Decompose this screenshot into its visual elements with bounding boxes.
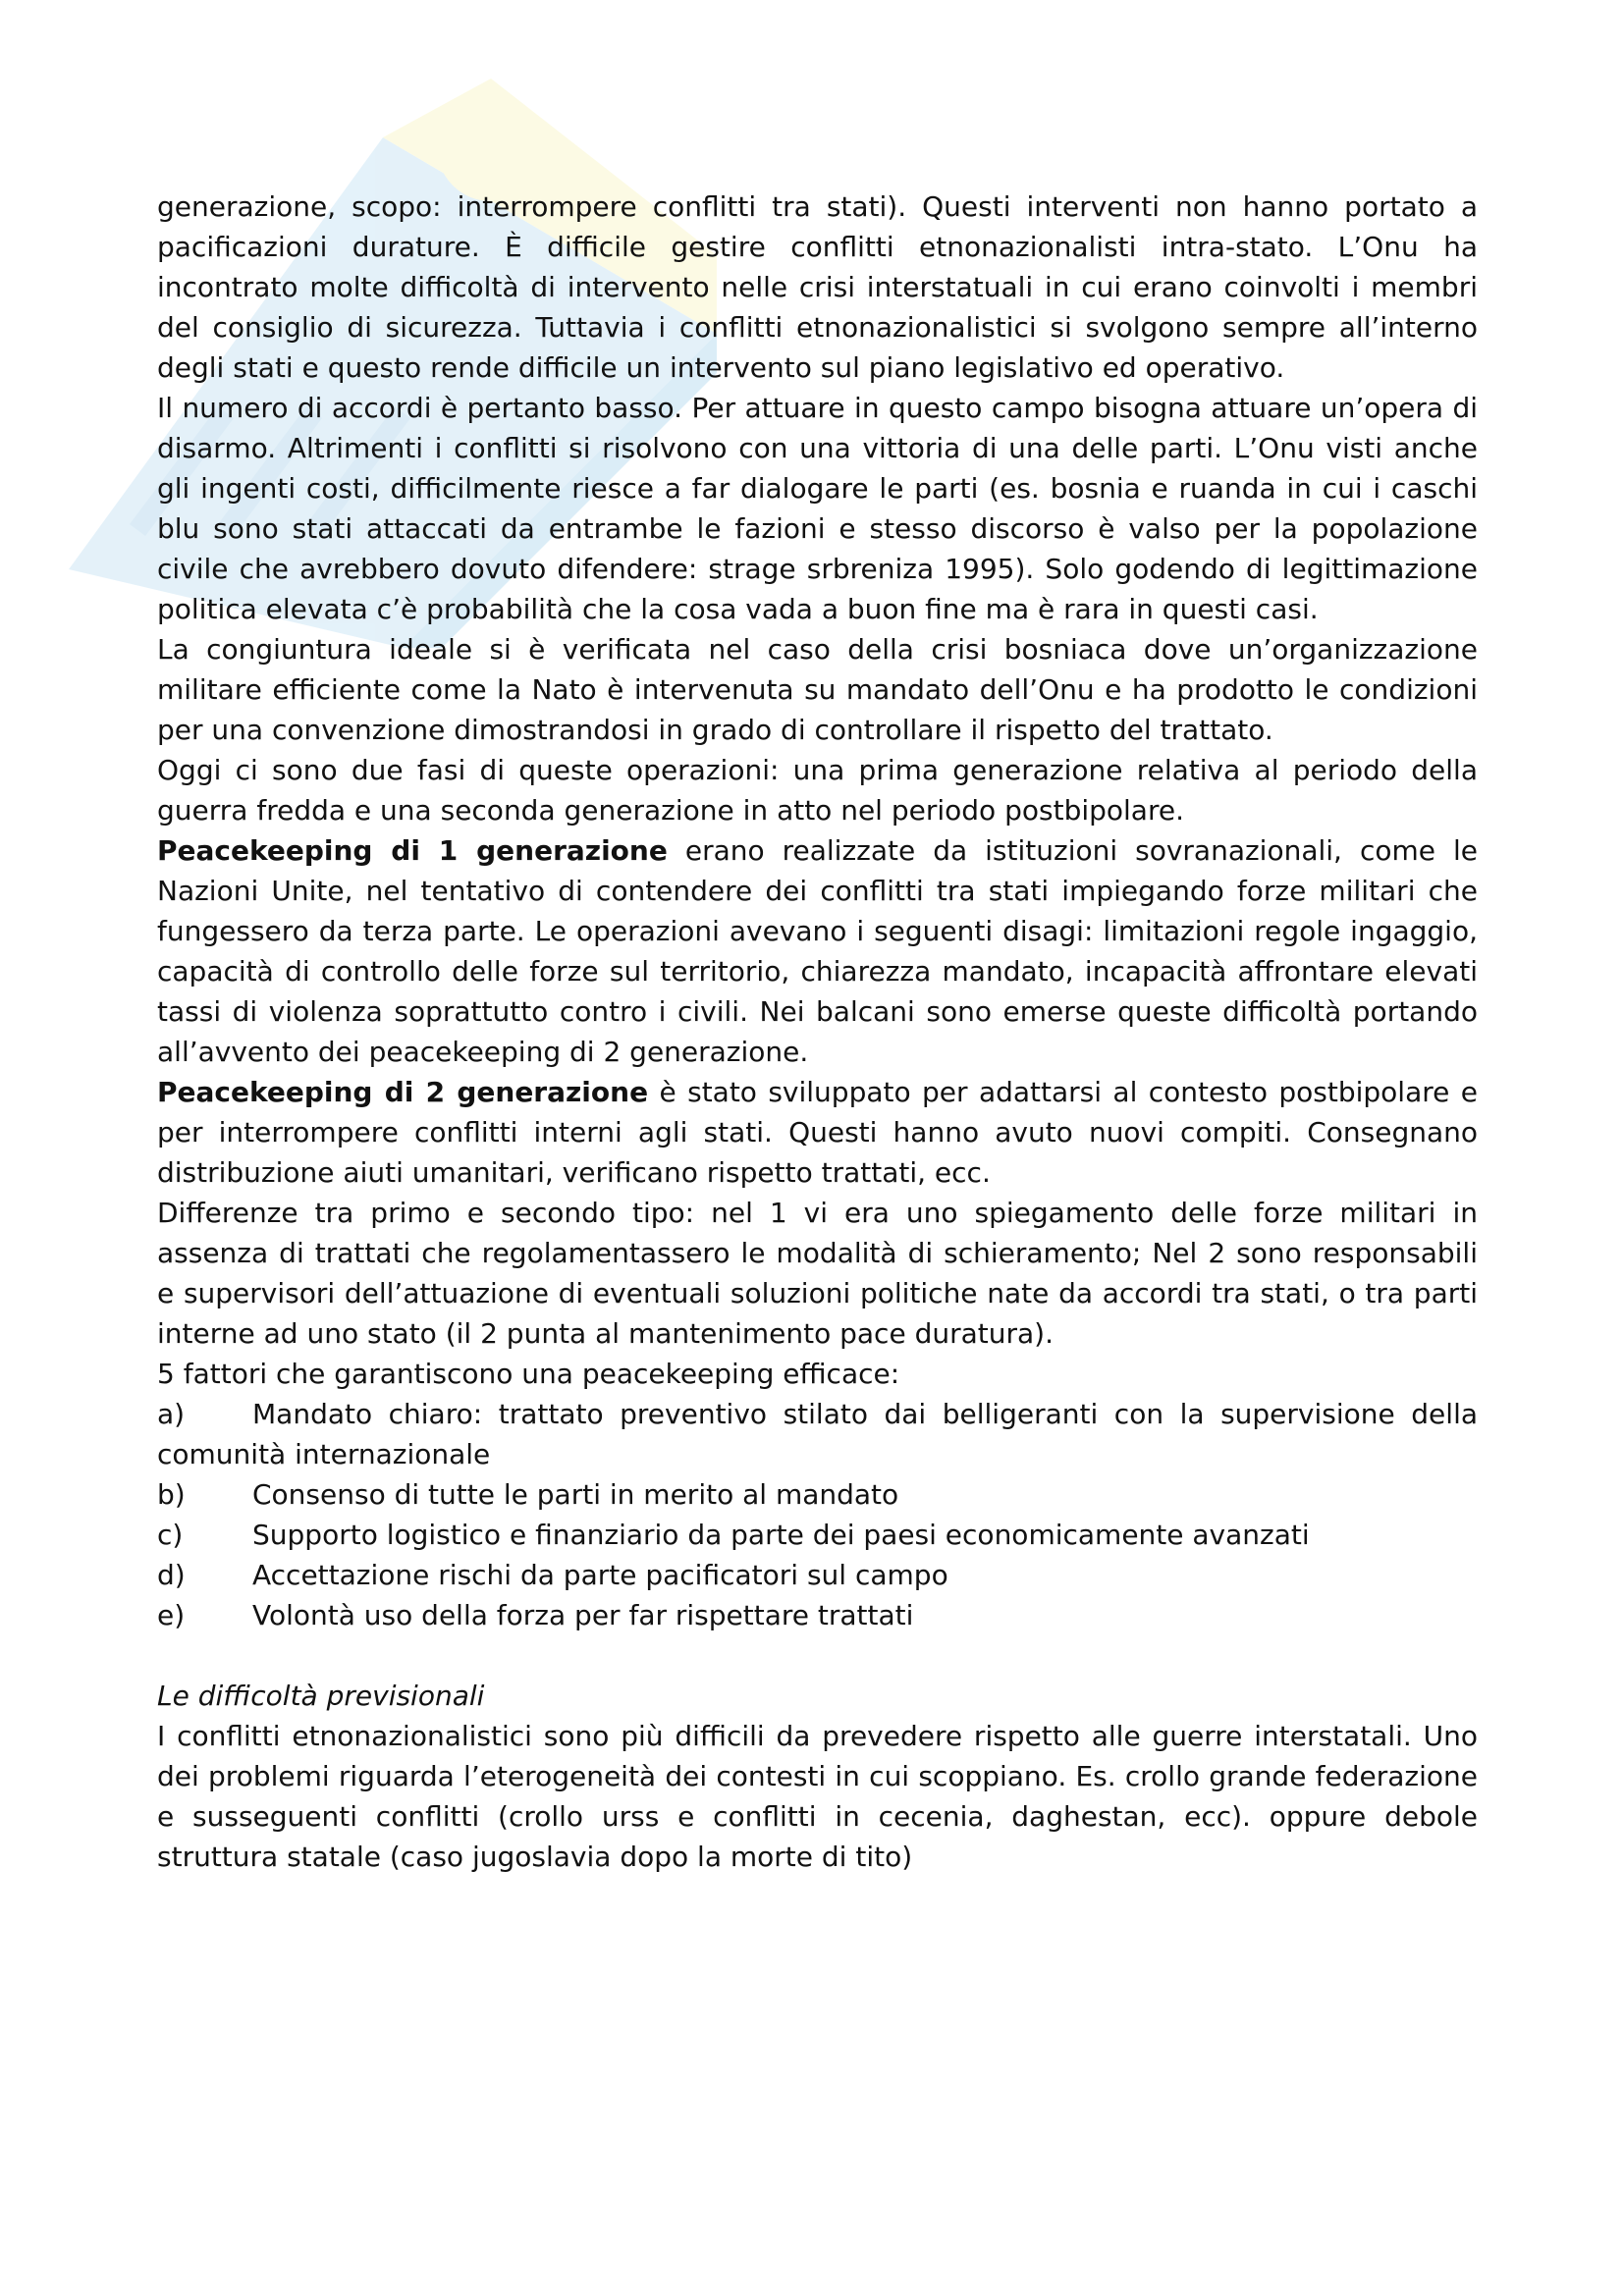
paragraph-accordi: Il numero di accordi è pertanto basso. Per attuare in questo campo bisogna attuare un’opera di disarmo. Altrimenti i conflitti si risolvono con una vittoria di una delle parti. L’Onu visti anche gli ingenti costi, difficilmente riesce a far dialogare le parti (es. bosnia e ruanda in cui i caschi blu sono stati attaccati da entrambe le fazioni e stesso discorso è valso per la popolazione civile che avrebbero dovuto difendere: strage srbreniza 1995). Solo godendo di legittimazione politica elevata c’è probabilità che la cosa vada a buon fine ma è rara in questi casi.: [157, 392, 1478, 625]
paragraph-difficolta: I conflitti etnonazionalistici sono più difficili da prevedere rispetto alle guerre interstatali. Uno dei problemi riguarda l’eterogeneità dei contesti in cui scoppiano. Es. crollo grande federazione e susseguenti conflitti (crollo urss e conflitti in cecenia, daghestan, ecc). oppure debole struttura statale (caso jugoslavia dopo la morte di tito): [157, 1720, 1478, 1873]
text-peacekeeping-2: è stato sviluppato per adattarsi al contesto postbipolare e per interrompere conflitti interni agli stati. Questi hanno avuto nuovi compiti. Consegnano distribuzione aiuti umanitari, verificano rispetto trattati, ecc.: [157, 1076, 1478, 1189]
list-item-text: Consenso di tutte le parti in merito al mandato: [252, 1478, 899, 1511]
paragraph-fattori-intro: 5 fattori che garantiscono una peacekeeping efficace:: [157, 1358, 900, 1390]
list-item-text: Mandato chiaro: trattato preventivo stilato dai belligeranti con la supervisione della comunità internazionale: [157, 1398, 1478, 1470]
list-item: [157, 1595, 1478, 1635]
list-item-text: Volontà uso della forza per far rispettare trattati: [252, 1599, 914, 1631]
document-body: [157, 187, 1478, 1877]
paragraph-onu-interventions: generazione, scopo: interrompere conflitti tra stati). Questi interventi non hanno portato a pacificazioni durature. È difficile gestire conflitti etnonazionalisti intra-stato. L’Onu ha incontrato molte difficoltà di intervento nelle crisi interstatuali in cui erano coinvolti i membri del consiglio di sicurezza. Tuttavia i conflitti etnonazionalistici si svolgono sempre all’interno degli stati e questo rende difficile un intervento sul piano legislativo ed operativo.: [157, 190, 1478, 384]
list-marker: d): [157, 1559, 186, 1591]
list-item: [157, 1474, 1478, 1515]
list-marker: c): [157, 1519, 184, 1551]
list-item: [157, 1515, 1478, 1555]
list-item: [157, 1394, 1478, 1474]
heading-peacekeeping-1: Peacekeeping di 1 generazione: [157, 834, 668, 867]
paragraph-peacekeeping-2: [157, 1072, 1478, 1193]
paragraph-congiuntura: La congiuntura ideale si è verificata nel caso della crisi bosniaca dove un’organizzazione militare efficiente come la Nato è intervenuta su mandato dell’Onu e ha prodotto le condizioni per una convenzione dimostrandosi in grado di controllare il rispetto del trattato.: [157, 633, 1478, 746]
list-item: [157, 1555, 1478, 1595]
list-marker: e): [157, 1599, 186, 1631]
list-marker: b): [157, 1478, 186, 1511]
list-marker: a): [157, 1398, 186, 1430]
text-peacekeeping-1: erano realizzate da istituzioni sovranazionali, come le Nazioni Unite, nel tentativo di contendere dei conflitti tra stati impiegando forze militari che fungessero da terza parte. Le operazioni avevano i seguenti disagi: limitazioni regole ingaggio, capacità di controllo delle forze sul territorio, chiarezza mandato, incapacità affrontare elevati tassi di violenza soprattutto contro i civili. Nei balcani sono emerse queste difficoltà portando all’avvento dei peacekeeping di 2 generazione.: [157, 834, 1478, 1068]
paragraph-due-fasi: Oggi ci sono due fasi di queste operazioni: una prima generazione relativa al periodo della guerra fredda e una seconda generazione in atto nel periodo postbipolare.: [157, 754, 1478, 827]
paragraph-differenze: Differenze tra primo e secondo tipo: nel 1 vi era uno spiegamento delle forze militari in assenza di trattati che regolamentassero le modalità di schieramento; Nel 2 sono responsabili e supervisori dell’attuazione di eventuali soluzioni politiche nate da accordi tra stati, o tra parti interne ad uno stato (il 2 punta al mantenimento pace duratura).: [157, 1197, 1478, 1350]
list-item-text: Accettazione rischi da parte pacificatori sul campo: [252, 1559, 948, 1591]
list-item-text: Supporto logistico e finanziario da parte dei paesi economicamente avanzati: [252, 1519, 1310, 1551]
heading-peacekeeping-2: Peacekeeping di 2 generazione: [157, 1076, 649, 1108]
section-title-difficolta: Le difficoltà previsionali: [157, 1680, 485, 1712]
paragraph-peacekeeping-1: [157, 830, 1478, 1072]
factors-list: [157, 1394, 1478, 1635]
